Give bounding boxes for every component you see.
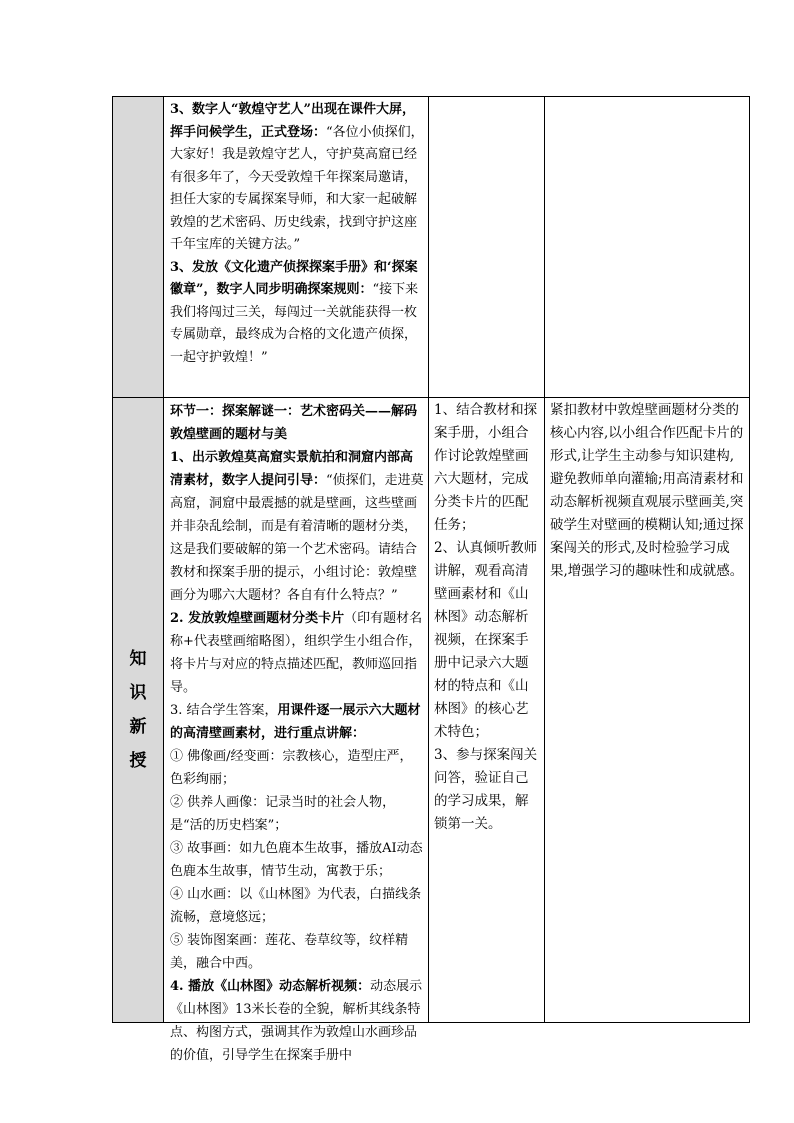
text-run: （印有题材名称+代表壁画缩略图），组织学生小组合作，将卡片与对应的特点描述匹配，教师巡回指导。 <box>170 611 423 695</box>
text-run: ② 供养人画像：记录当时的社会人物，是“活的历史档案”； <box>170 795 396 833</box>
text-run: “侦探们，走进莫高窟，洞窟中最震撼的就是壁画，这些壁画并非杂乱绘制，而是有着清晰的题材分类，这是我们要破解的第一个艺术密码。请结合教材和探案手册的提示，小组讨论：敦煌壁画分为哪六大题材？各自有什么特点？” <box>170 473 424 603</box>
text-run: 用课件逐一展示六大题材的高清壁画素材，进行重点讲解： <box>170 703 421 741</box>
student-activity-item: 3、参与探案闯关问答，验证自己的学习成果，解锁第一关。 <box>434 747 538 832</box>
text-run: ① 佛像画/经变画：宗教核心，造型庄严，色彩绚丽； <box>170 749 413 787</box>
text-run: ⑤ 装饰图案画：莲花、卷草纹等，纹样精美，融合中西。 <box>170 933 409 971</box>
section-cell-blank <box>113 97 164 398</box>
paragraph <box>170 791 424 837</box>
paragraph <box>170 837 424 883</box>
paragraph <box>170 607 424 699</box>
section-label-char: 授 <box>129 751 147 771</box>
design-intent-text: 紧扣教材中敦煌壁画题材分类的核心内容,以小组合作匹配卡片的形式,让学生主动参与知识建构,避免教师单向灌输;用高清素材和动态解析视频直观展示壁画美,突破学生对壁画的模糊认知;通过探案闯关的形式,及时检验学习成果,增强学习的趣味性和成就感。 <box>550 402 744 579</box>
teacher-activity-cell <box>164 97 429 398</box>
paragraph <box>170 745 424 791</box>
student-activity-cell-empty <box>429 97 545 398</box>
paragraph <box>170 257 424 370</box>
student-activity-cell <box>429 398 545 1023</box>
section-label-cell <box>113 398 164 1023</box>
table-row-new-knowledge <box>113 398 750 1023</box>
section-label <box>113 642 163 778</box>
lesson-plan-table <box>112 96 750 1063</box>
text-run: “各位小侦探们，大家好！我是敦煌守艺人，守护莫高窟已经有很多年了，今天受敦煌千年探案局邀请，担任大家的专属探案导师，和大家一起破解敦煌的艺术密码、历史线索，找到守护这座千年宝库的关键方法。” <box>170 124 424 252</box>
paragraph <box>170 883 424 929</box>
text-run: 动态展示《山林图》13米长卷的全貌，解析其线条特点、构图方式，强调其作为敦煌山水画珍品的价值，引导学生在探案手册中 <box>170 979 423 1063</box>
student-activity-text <box>429 398 544 837</box>
text-run: 2. 发放敦煌壁画题材分类卡片 <box>170 611 345 626</box>
paragraph <box>170 929 424 975</box>
paragraph <box>170 699 424 745</box>
text-run: 3、数字人“敦煌守艺人”出现在课件大屏，挥手问候学生，正式登场： <box>170 102 416 140</box>
paragraph <box>170 975 424 1067</box>
section-label-char: 新 <box>129 717 147 737</box>
paragraph <box>170 446 424 607</box>
text-run: 4. 播放《山林图》动态解析视频： <box>170 979 371 994</box>
table-row-intro <box>113 97 750 398</box>
text-run: 3. 结合学生答案， <box>170 703 278 718</box>
teacher-activity-cell <box>164 398 429 1063</box>
teacher-activity-text <box>164 97 428 371</box>
student-activity-item: 1、结合教材和探案手册，小组合作讨论敦煌壁画六大题材，完成分类卡片的匹配任务； <box>434 402 538 533</box>
section-label-char: 知 <box>129 649 147 669</box>
paragraph <box>170 400 424 446</box>
teacher-activity-text <box>164 398 428 1063</box>
text-run: ④ 山水画：以《山林图》为代表，白描线条流畅，意境悠远； <box>170 887 422 925</box>
text-run: “接下来我们将闯过三关，每闯过一关就能获得一枚专属勋章，最终成为合格的文化遗产侦探，一起守护敦煌！” <box>170 282 419 365</box>
design-intent-cell <box>545 398 750 1023</box>
text-run: 3、发放《文化遗产侦探探案手册》和‘探案徽章”，数字人同步明确探案规则： <box>170 259 418 297</box>
text-run: 1、出示敦煌莫高窟实景航拍和洞窟内部高清素材，数字人提问引导： <box>170 450 414 488</box>
paragraph <box>170 99 424 257</box>
text-run: 环节一：探案解谜一：艺术密码关——解码敦煌壁画的题材与美 <box>170 404 418 442</box>
design-intent-cell-empty <box>545 97 750 398</box>
student-activity-item: 2、认真倾听教师讲解，观看高清壁画素材和《山林图》动态解析视频，在探案手册中记录六大题材的特点和《山林图》的核心艺术特色； <box>434 540 538 740</box>
section-label-char: 识 <box>129 683 147 703</box>
text-run: ③ 故事画：如九色鹿本生故事，播放AI动态色鹿本生故事，情节生动，寓教于乐； <box>170 841 423 879</box>
